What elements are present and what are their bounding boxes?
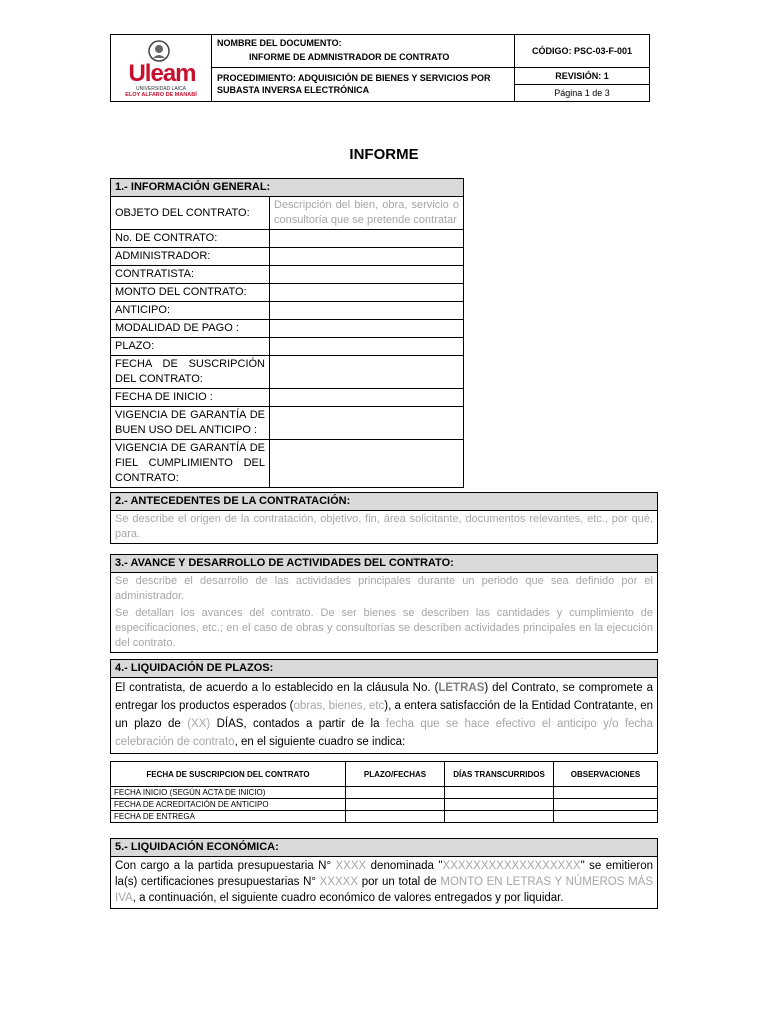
document-code: CÓDIGO: PSC-03-F-001 — [515, 35, 649, 68]
terms-heading: 4.- LIQUIDACIÓN DE PLAZOS: — [111, 660, 657, 678]
progress-body-1[interactable]: Se describe el desarrollo de las actividades principales durante un periodo que sea definido por el administrador. — [115, 575, 653, 602]
general-info-table — [110, 178, 464, 488]
signing-date-field[interactable] — [270, 356, 464, 389]
row-label: ADMINISTRADOR: — [111, 248, 270, 266]
economic-body — [111, 857, 657, 908]
antecedents-heading: 2.- ANTECEDENTES DE LA CONTRATACIÓN: — [111, 493, 657, 511]
table-row — [111, 284, 464, 302]
term-field[interactable] — [270, 338, 464, 356]
terms-text: DÍAS, contados a partir de la — [210, 718, 386, 730]
table-row — [111, 302, 464, 320]
table-row — [111, 230, 464, 248]
cell[interactable] — [554, 799, 658, 811]
logo-text: Uleam — [128, 60, 196, 87]
advance-field[interactable] — [270, 302, 464, 320]
table-row — [111, 248, 464, 266]
table-row — [111, 811, 658, 823]
terms-section — [110, 659, 658, 754]
terms-text: El contratista, de acuerdo a lo establecido en la cláusula No. ( — [115, 682, 439, 694]
doc-name-label: NOMBRE DEL DOCUMENTO: — [217, 38, 342, 48]
progress-section — [110, 554, 658, 653]
terms-body — [111, 678, 657, 753]
products-placeholder[interactable]: obras, bienes, etc — [293, 700, 385, 712]
row-label: PLAZO: — [111, 338, 270, 356]
contractor-field[interactable] — [270, 266, 464, 284]
doc-name-value: INFORME DE ADMNISTRADOR DE CONTRATO — [249, 52, 450, 62]
cell[interactable] — [346, 799, 445, 811]
economic-text: denominada " — [366, 860, 443, 872]
table-row — [111, 787, 658, 799]
start-date-field[interactable] — [270, 389, 464, 407]
advance-guarantee-field[interactable] — [270, 407, 464, 440]
antecedents-section — [110, 492, 658, 544]
table-row — [111, 407, 464, 440]
general-info-heading: 1.- INFORMACIÓN GENERAL: — [111, 179, 464, 197]
economic-text: por un total de — [358, 876, 441, 888]
administrator-field[interactable] — [270, 248, 464, 266]
row-label: FECHA INICIO (SEGÚN ACTA DE INICIO) — [111, 787, 346, 799]
days-placeholder[interactable]: (XX) — [187, 718, 211, 730]
cell[interactable] — [445, 787, 554, 799]
terms-text: ), a entera satisfacción de la Entidad Contratante, en un plazo de — [115, 700, 654, 730]
row-label: MONTO DEL CONTRATO: — [111, 284, 270, 302]
column-header: OBSERVACIONES — [554, 762, 658, 787]
progress-heading: 3.- AVANCE Y DESARROLLO DE ACTIVIDADES DEL CONTRATO: — [111, 555, 657, 573]
row-label: OBJETO DEL CONTRATO: — [111, 197, 270, 230]
table-row — [111, 356, 464, 389]
table-row — [111, 389, 464, 407]
economic-text: " se emitieron la(s) certificaciones presupuestarias N° — [115, 860, 654, 888]
clause-placeholder[interactable]: LETRAS — [438, 682, 485, 694]
economic-text: Con cargo a la partida presupuestaria N° — [115, 860, 336, 872]
terms-text: , en el siguiente cuadro se indica: — [234, 736, 406, 748]
cell[interactable] — [445, 811, 554, 823]
budget-item-placeholder[interactable]: XXXX — [335, 860, 367, 872]
column-header: FECHA DE SUSCRIPCION DEL CONTRATO — [111, 762, 346, 787]
page-number: Página 1 de 3 — [554, 88, 610, 98]
row-label: MODALIDAD DE PAGO : — [111, 320, 270, 338]
revision: REVISIÓN: 1 — [515, 68, 649, 85]
row-label: ANTICIPO: — [111, 302, 270, 320]
table-row — [111, 440, 464, 488]
procedure-cell — [211, 68, 514, 101]
payment-mode-field[interactable] — [270, 320, 464, 338]
row-label: FECHA DE SUSCRIPCIÓN DEL CONTRATO: — [111, 356, 270, 389]
cell[interactable] — [445, 799, 554, 811]
row-label: FECHA DE ACREDITACIÓN DE ANTICIPO — [111, 799, 346, 811]
procedure-text: PROCEDIMIENTO: ADQUISICIÓN DE BIENES Y SERVICIOS POR SUBASTA INVERSA ELECTRÓNICA — [217, 73, 491, 95]
antecedents-body[interactable]: Se describe el origen de la contratación, objetivo, fin, área solicitante, documentos relevantes, etc., por qué, para. — [115, 513, 653, 540]
cell[interactable] — [554, 811, 658, 823]
header-right — [514, 34, 650, 102]
cell[interactable] — [346, 811, 445, 823]
cell[interactable] — [346, 787, 445, 799]
logo-sub1: UNIVERSIDAD LAICA — [135, 86, 186, 92]
certification-placeholder[interactable]: XXXXX — [319, 876, 359, 888]
economic-heading: 5.- LIQUIDACIÓN ECONÓMICA: — [111, 839, 657, 857]
budget-name-placeholder[interactable]: XXXXXXXXXXXXXXXXXX — [442, 860, 581, 872]
table-row — [111, 320, 464, 338]
object-description-field[interactable]: Descripción del bien, obra, servicio o consultoría que se pretende contratar — [270, 197, 464, 230]
progress-body-2[interactable]: Se detallan los avances del contrato. De ser bienes se describen las cantidades y cumplimiento de especificaciones, etc.; en el caso de obras y consultorías se describen actividades principales en la ejecución del contrato. — [115, 607, 653, 649]
logo-cell — [110, 34, 212, 102]
table-row — [111, 197, 464, 230]
column-header: DÍAS TRANSCURRIDOS — [445, 762, 554, 787]
amount-placeholder[interactable]: MONTO EN LETRAS Y NÚMEROS MÁS IVA — [115, 876, 654, 904]
row-label: FECHA DE INICIO : — [111, 389, 270, 407]
table-row — [111, 338, 464, 356]
table-row — [111, 266, 464, 284]
row-label: No. DE CONTRATO: — [111, 230, 270, 248]
column-header: PLAZO/FECHAS — [346, 762, 445, 787]
cell[interactable] — [554, 787, 658, 799]
page-title: INFORME — [349, 146, 419, 163]
economic-text: , a continuación, el siguiente cuadro económico de valores entregados y por liquidar. — [132, 892, 564, 904]
header-middle — [211, 34, 515, 102]
contract-number-field[interactable] — [270, 230, 464, 248]
table-row — [111, 799, 658, 811]
logo-sub2: ELOY ALFARO DE MANABÍ — [125, 92, 197, 98]
row-label: VIGENCIA DE GARANTÍA DE BUEN USO DEL ANTICIPO : — [111, 407, 270, 440]
doc-name-cell — [211, 35, 514, 68]
row-label: FECHA DE ENTREGA — [111, 811, 346, 823]
row-label: VIGENCIA DE GARANTÍA DE FIEL CUMPLIMIENTO DEL CONTRATO: — [111, 440, 270, 488]
start-date-placeholder[interactable]: fecha que se hace efectivo el anticipo y/o fecha celebración de contrato — [115, 718, 653, 748]
contract-amount-field[interactable] — [270, 284, 464, 302]
row-label: CONTRATISTA: — [111, 266, 270, 284]
terms-text: ) del Contrato, se compromete a entregar los productos esperados ( — [115, 682, 653, 712]
economic-section — [110, 838, 658, 909]
compliance-guarantee-field[interactable] — [270, 440, 464, 488]
dates-table — [110, 761, 658, 823]
